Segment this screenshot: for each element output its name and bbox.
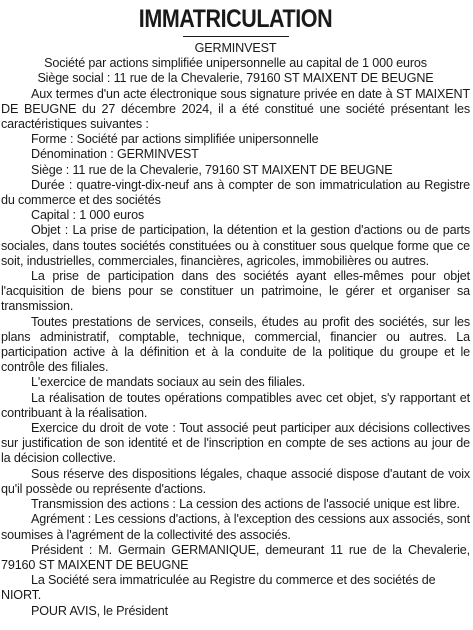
paragraph-duration: Durée : quatre-vingt-dix-neuf ans à compter de son immatriculation au Registre du commerce et des sociétés: [1, 177, 470, 208]
paragraph-denomination: Dénomination : GERMINVEST: [31, 147, 199, 162]
title-divider: [183, 36, 289, 37]
paragraph-registration: La Société sera immatriculée au Registre du commerce et des sociétés de NIORT.: [1, 573, 436, 603]
paragraph-voting-right: Exercice du droit de vote : Tout associé peut participer aux décisions collectives sur justification de son identité et de l'inscription en compte de ses actions au jour de la décision collective.: [1, 421, 470, 466]
paragraph-votes: Sous réserve des dispositions légales, chaque associé dispose d'autant de voix qu'il possède ou représente d'actions.: [1, 466, 470, 496]
paragraph-approval: Agrément : Les cessions d'actions, à l'exception des cessions aux associés, sont soumises à l'agrément de la collectivité des associés.: [1, 512, 470, 542]
paragraph-capital: Capital : 1 000 euros: [31, 208, 145, 223]
company-headquarters: Siège social : 11 rue de la Chevalerie, 79160 ST MAIXENT DE BEUGNE: [37, 71, 434, 86]
notice-title: IMMATRICULATION: [138, 5, 333, 33]
notice-body: [1, 41, 470, 619]
paragraph-president: Président : M. Germain GERMANIQUE, demeurant 11 rue de la Chevalerie, 79160 ST MAIXENT DE BEUGNE: [1, 542, 470, 572]
paragraph-operations: La réalisation de toutes opérations compatibles avec cet objet, s'y rapportant et contribuant à la réalisation.: [1, 390, 470, 420]
paragraph-form: Forme : Société par actions simplifiée unipersonnelle: [31, 132, 319, 147]
paragraph-services: Toutes prestations de services, conseils, études au profit des sociétés, sur les plans administratif, comptable, technique, commercial, financier ou autres. La participation active à la définition et à la conduite de la politique du groupe et le contrôle des filiales.: [1, 314, 470, 375]
paragraph-signature: POUR AVIS, le Président: [31, 603, 169, 618]
paragraph-mandates: L'exercice de mandats sociaux au sein des filiales.: [31, 375, 306, 390]
paragraph-transfer: Transmission des actions : La cession des actions de l'associé unique est libre.: [31, 497, 460, 512]
paragraph-object: Objet : La prise de participation, la détention et la gestion d'actions ou de parts sociales, dans toutes sociétés constituées ou à constituer sous quelque forme que ce soit, industrielles, commerciales, financières, agricoles, immobilières ou autres.: [1, 223, 470, 268]
company-form-capital: Société par actions simplifiée unipersonnelle au capital de 1 000 euros: [44, 56, 427, 71]
paragraph-seat: Siège : 11 rue de la Chevalerie, 79160 ST MAIXENT DE BEUGNE: [31, 162, 393, 177]
paragraph-deed: Aux termes d'un acte électronique sous signature privée en date à ST MAIXENT DE BEUGNE du 27 décembre 2024, il a été constitué une société présentant les caractéristiques suivantes :: [1, 86, 470, 132]
paragraph-holding: La prise de participation dans des sociétés ayant elles-mêmes pour objet l'acquisition de biens pour se constituer un patrimoine, le gérer et organiser sa transmission.: [1, 269, 470, 314]
company-name: GERMINVEST: [194, 41, 277, 55]
